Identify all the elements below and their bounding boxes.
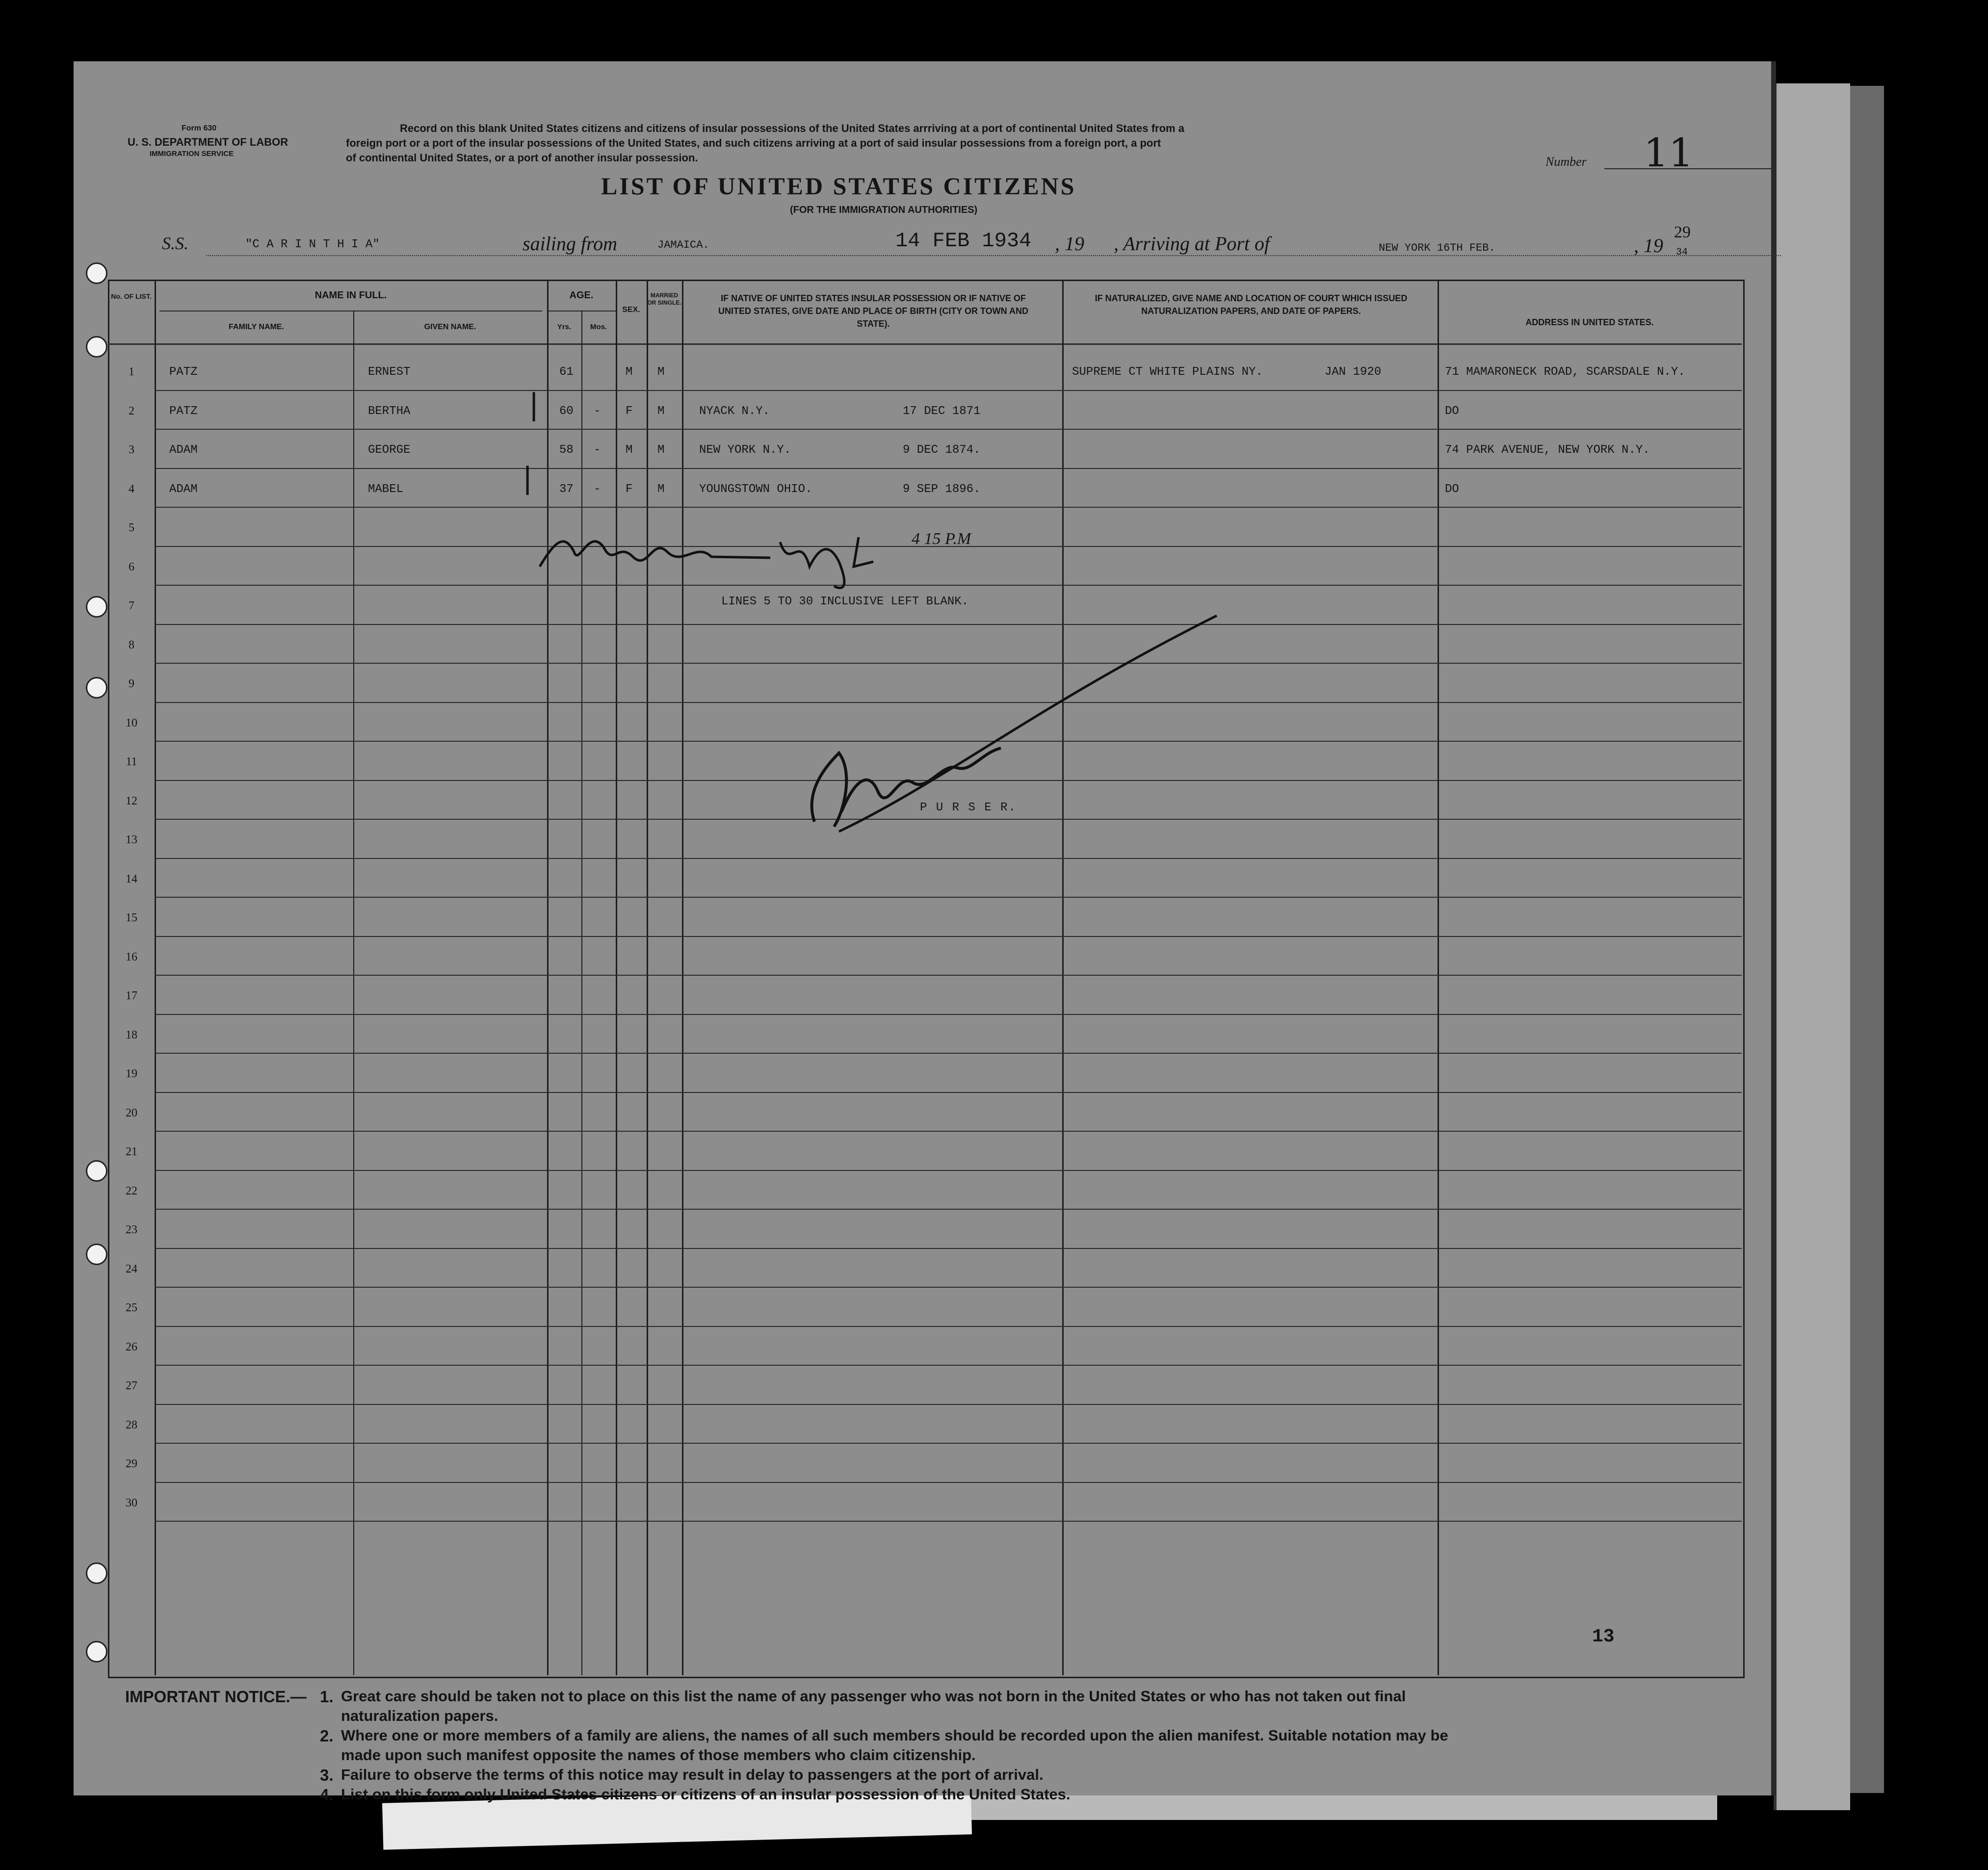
sex-cell: F — [626, 482, 633, 496]
punch-hole — [86, 1244, 107, 1265]
row-number: 10 — [126, 716, 137, 729]
row-number: 11 — [126, 755, 137, 768]
row-line — [155, 1404, 1742, 1405]
col-line — [1438, 280, 1439, 1675]
header-birth: IF NATIVE OF UNITED STATES INSULAR POSSESSION OR IF NATIVE OF UNITED STATES, GIVE DATE AND PLACE OF BIRTH (CITY OR TOWN AND STATE). — [718, 293, 1028, 329]
family-name-cell: ADAM — [169, 443, 198, 457]
notice-item-text: List on this form only United States citizens or citizens of an insular possession of the United States. — [341, 1786, 1071, 1803]
col-line — [1062, 280, 1064, 1675]
sex-cell: M — [626, 443, 633, 457]
instruction-line: of continental United States, or a port of another insular possession. — [346, 152, 698, 164]
row-number: 16 — [126, 950, 137, 963]
row-number: 28 — [126, 1418, 137, 1431]
sex-cell: F — [626, 404, 633, 418]
notice-item-number: 2. — [320, 1727, 334, 1745]
port-from: JAMAICA. — [657, 239, 709, 251]
birth-place-cell: NYACK N.Y. — [699, 404, 770, 418]
col-line — [682, 280, 683, 1675]
blank-lines-note: LINES 5 TO 30 INCLUSIVE LEFT BLANK. — [721, 595, 969, 608]
page-title: LIST OF UNITED STATES CITIZENS — [601, 172, 1076, 200]
service: IMMIGRATION SERVICE — [150, 150, 234, 158]
marital-status-cell: M — [657, 482, 665, 496]
given-name-cell: BERTHA — [368, 404, 411, 418]
row-line — [155, 1287, 1742, 1288]
notice-item-number: 1. — [320, 1688, 334, 1706]
notice-item-text: Great care should be taken not to place on this list the name of any passenger who was not born in the United States or who has not taken out final — [341, 1688, 1406, 1705]
row-line — [155, 1014, 1742, 1015]
arriving-label: , Arriving at Port of — [1114, 233, 1270, 255]
header-naturalized: IF NATURALIZED, GIVE NAME AND LOCATION OF COURT WHICH ISSUED NATURALIZATION PAPERS, AND DATE OF PAPERS. — [1095, 293, 1408, 316]
punch-hole — [86, 596, 107, 618]
header-family-name: FAMILY NAME. — [229, 323, 284, 331]
voyage-dotted-line — [206, 255, 1781, 256]
row-number: 25 — [126, 1301, 137, 1314]
year-end: 34 — [1676, 247, 1688, 258]
back-sheet — [1774, 83, 1850, 1810]
age-years-cell: 58 — [559, 443, 574, 457]
row-line — [155, 1131, 1742, 1132]
year-end-label: , 19 — [1634, 234, 1663, 257]
row-number: 13 — [126, 833, 137, 846]
row-line — [155, 429, 1742, 430]
row-number: 1 — [129, 365, 134, 378]
header-married-or-single: MARRIED OR SINGLE. — [647, 292, 681, 306]
header-yrs: Yrs. — [557, 323, 572, 331]
row-number: 18 — [126, 1028, 137, 1041]
col-line — [353, 311, 354, 1675]
header-no-of-list: No. OF LIST. — [111, 292, 152, 300]
notice-item-number: 3. — [320, 1766, 334, 1784]
given-name-cell: MABEL — [368, 482, 404, 496]
number-value: 11 — [1644, 130, 1694, 176]
row-line — [155, 1326, 1742, 1327]
punch-hole — [86, 1641, 107, 1662]
row-line — [155, 1521, 1742, 1522]
header-name-in-full: NAME IN FULL. — [314, 290, 387, 301]
notice-item-number: 4. — [320, 1786, 334, 1804]
row-number: 6 — [129, 560, 134, 573]
row-number: 19 — [126, 1067, 137, 1080]
family-name-cell: PATZ — [169, 404, 198, 418]
row-number: 8 — [129, 638, 134, 651]
page-subtitle: (FOR THE IMMIGRATION AUTHORITIES) — [790, 205, 978, 215]
header-sex: SEX. — [622, 306, 640, 314]
row-number: 29 — [126, 1457, 137, 1470]
col-line — [547, 280, 549, 1675]
col-line — [155, 280, 156, 1675]
header-given-name: GIVEN NAME. — [424, 323, 476, 331]
row-line — [155, 1248, 1742, 1249]
handwritten-time: 4 15 P.M — [912, 530, 971, 548]
ship-name: "C A R I N T H I A" — [245, 238, 380, 251]
age-months-cell: - — [594, 443, 601, 457]
court-cell: SUPREME CT WHITE PLAINS NY. — [1072, 365, 1263, 379]
check-mark: | — [523, 461, 533, 495]
row-number: 17 — [126, 989, 137, 1002]
birth-place-cell: YOUNGSTOWN OHIO. — [699, 482, 812, 496]
punch-hole — [86, 336, 107, 358]
row-number: 20 — [126, 1106, 137, 1119]
row-line — [155, 1443, 1742, 1444]
row-number: 30 — [126, 1496, 137, 1509]
row-line — [155, 390, 1742, 391]
header-mos: Mos. — [590, 323, 607, 331]
row-number: 14 — [126, 872, 137, 885]
year-label: , 19 — [1055, 233, 1084, 255]
row-number: 2 — [129, 404, 134, 417]
birth-date-cell: 9 DEC 1874. — [903, 443, 981, 457]
punch-hole — [86, 1160, 107, 1182]
port-to: NEW YORK 16TH FEB. — [1379, 242, 1495, 254]
row-number: 15 — [126, 911, 137, 924]
address-cell: 71 MAMARONECK ROAD, SCARSDALE N.Y. — [1445, 365, 1685, 379]
family-name-cell: PATZ — [169, 365, 198, 379]
row-number: 22 — [126, 1184, 137, 1197]
number-label: Number — [1545, 155, 1587, 169]
punch-hole — [86, 677, 107, 699]
sex-cell: M — [626, 365, 633, 379]
birth-date-cell: 9 SEP 1896. — [903, 482, 981, 496]
back-sheet-edge — [1850, 86, 1884, 1793]
year-crossed: 29 — [1674, 223, 1691, 241]
row-line — [155, 897, 1742, 898]
row-number: 4 — [129, 482, 134, 495]
name-header-divider — [159, 311, 542, 312]
given-name-cell: ERNEST — [368, 365, 411, 379]
date-stamp: 14 FEB 1934 — [895, 229, 1032, 253]
notice-item-text: Where one or more members of a family are aliens, the names of all such members should be recorded upon the alien manifest. Suitable notation may be — [341, 1727, 1448, 1744]
row-number: 9 — [129, 677, 134, 690]
row-line — [155, 936, 1742, 937]
row-line — [155, 1365, 1742, 1366]
sailing-label: sailing from — [523, 233, 617, 255]
col-line — [616, 280, 617, 1675]
handwritten-inspector-signature — [535, 513, 976, 591]
age-years-cell: 61 — [559, 365, 574, 379]
age-years-cell: 60 — [559, 404, 574, 418]
age-months-cell: - — [594, 404, 601, 418]
row-number: 5 — [129, 521, 134, 534]
check-mark: | — [529, 388, 539, 422]
row-number: 12 — [126, 794, 137, 807]
department: U. S. DEPARTMENT OF LABOR — [128, 136, 288, 148]
row-line — [155, 468, 1742, 469]
row-number: 27 — [126, 1379, 137, 1392]
row-line — [155, 1209, 1742, 1210]
notice-item-text: Failure to observe the terms of this notice may result in delay to passengers at the port of arrival. — [341, 1766, 1044, 1783]
header-age: AGE. — [569, 290, 594, 301]
row-number: 3 — [129, 443, 134, 456]
address-cell: DO — [1445, 482, 1459, 496]
instruction-line: foreign port or a port of the insular possessions of the United States, and such citizens arriving at a port of said insular possessions from a foreign port, a port — [346, 137, 1161, 149]
punch-hole — [86, 1562, 107, 1584]
notice-label: IMPORTANT NOTICE.— — [125, 1688, 307, 1706]
row-number: 24 — [126, 1262, 137, 1275]
row-line — [155, 975, 1742, 976]
header-address: ADDRESS IN UNITED STATES. — [1525, 317, 1654, 327]
row-line — [155, 1092, 1742, 1093]
notice-item-text: made upon such manifest opposite the names of those members who claim citizenship. — [341, 1746, 976, 1764]
marital-status-cell: M — [657, 404, 665, 418]
row-line — [155, 1170, 1742, 1171]
page-number: 13 — [1592, 1626, 1615, 1647]
notice-item-text: naturalization papers. — [341, 1707, 498, 1724]
address-cell: DO — [1445, 404, 1459, 418]
marital-status-cell: M — [657, 443, 665, 457]
age-months-cell: - — [594, 482, 601, 496]
row-number: 21 — [126, 1145, 137, 1158]
address-cell: 74 PARK AVENUE, NEW YORK N.Y. — [1445, 443, 1650, 457]
instruction-line: Record on this blank United States citizens and citizens of insular possessions of the United States arrriving at a port of continental United States from a — [400, 122, 1184, 134]
manifest-page — [74, 61, 1776, 1804]
birth-date-cell: 17 DEC 1871 — [903, 404, 981, 418]
ss-label: S.S. — [162, 234, 188, 253]
row-line — [155, 1053, 1742, 1054]
birth-place-cell: NEW YORK N.Y. — [699, 443, 791, 457]
row-line — [155, 1482, 1742, 1483]
row-number: 26 — [126, 1340, 137, 1353]
form-number: Form 630 — [182, 124, 217, 132]
court-date-cell: JAN 1920 — [1325, 365, 1382, 379]
age-years-cell: 37 — [559, 482, 574, 496]
row-line — [155, 858, 1742, 859]
row-line — [155, 507, 1742, 508]
marital-status-cell: M — [657, 365, 665, 379]
punch-hole — [86, 262, 107, 284]
row-number: 23 — [126, 1223, 137, 1236]
purser-label: P U R S E R. — [920, 801, 1017, 814]
row-number: 7 — [129, 599, 134, 612]
given-name-cell: GEORGE — [368, 443, 411, 457]
family-name-cell: ADAM — [169, 482, 198, 496]
col-line — [647, 280, 648, 1675]
